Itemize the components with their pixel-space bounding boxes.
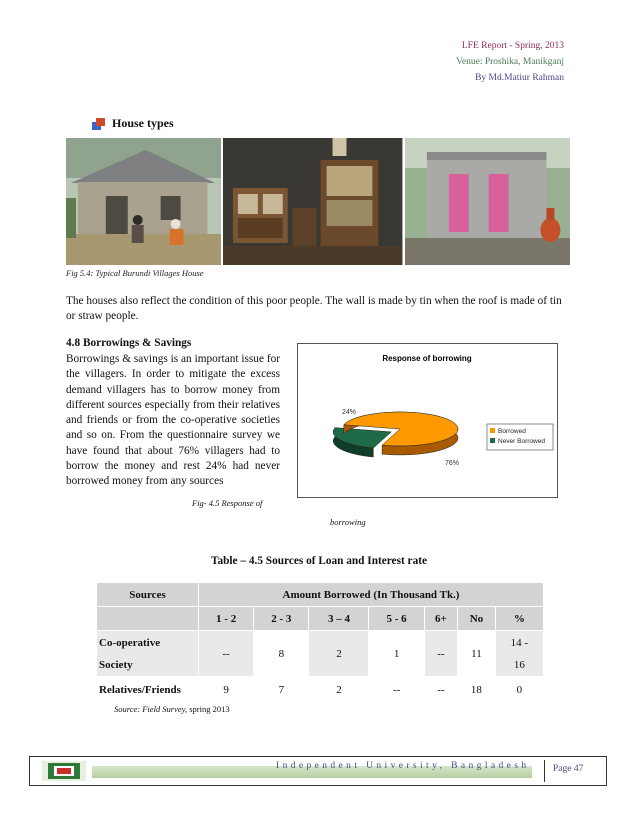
legend-swatch [490, 438, 495, 443]
table-cell: 8 [254, 631, 309, 677]
row-source: Relatives/Friends [97, 677, 199, 703]
table-cell: 18 [458, 677, 496, 703]
amount-header: Amount Borrowed (In Thousand Tk.) [199, 583, 544, 607]
col-header: 1 - 2 [199, 607, 254, 631]
bullet-blocks-icon [92, 117, 106, 131]
borrowing-pie-chart [297, 343, 558, 498]
house-interior-photo [223, 138, 402, 265]
table-cell: 2 [309, 631, 369, 677]
chart-caption-part1: Fig- 4.5 Response of [192, 498, 263, 508]
chart-caption-part2: borrowing [330, 517, 366, 527]
col-header: 3 – 4 [309, 607, 369, 631]
col-header: 6+ [424, 607, 457, 631]
section-title-text: House types [112, 116, 174, 130]
table-cell-percent: 0 [495, 677, 543, 703]
table-cell: -- [424, 677, 457, 703]
university-logo-icon [42, 761, 86, 781]
table-title: Table – 4.5 Sources of Loan and Interest rate [210, 555, 427, 567]
house-photos [66, 138, 570, 265]
table-row [97, 677, 544, 703]
loan-table [96, 582, 544, 703]
table-cell: 9 [199, 677, 254, 703]
house-paragraph: The houses also reflect the condition of this poor people. The wall is made by tin when the roof is made of tin or straw people. [66, 295, 562, 322]
borrowings-heading: 4.8 Borrowings & Savings [66, 337, 192, 349]
chart-title: Response of borrowing [382, 354, 472, 363]
col-header: % [495, 607, 543, 631]
table-cell: 11 [458, 631, 496, 677]
section-house-types [92, 116, 174, 131]
table-cell: 2 [309, 677, 369, 703]
legend-label: Never Borrowed [498, 438, 545, 445]
table-cell: 7 [254, 677, 309, 703]
pie-chart-svg [298, 344, 557, 497]
row-source: Co-operative Society [97, 631, 199, 677]
table-cell: -- [424, 631, 457, 677]
col-header: No [458, 607, 496, 631]
village-house-photo [66, 138, 221, 265]
legend-label: Borrowed [498, 428, 526, 435]
legend-swatch [490, 428, 495, 433]
pie-data-label: 24% [342, 409, 357, 416]
table-cell: -- [199, 631, 254, 677]
col-header: 5 - 6 [369, 607, 424, 631]
footer-page-number: Page 47 [544, 760, 604, 782]
sources-header-blank [97, 607, 199, 631]
brick-toilet-photo [405, 138, 570, 265]
page-header [456, 38, 564, 86]
footer-university: Independent University, Bangladesh [276, 761, 530, 771]
table-source-caption: Source: Field Survey, spring 2013 [114, 704, 230, 714]
figure-caption: Fig 5.4: Typical Burundi Villages House [66, 268, 204, 278]
page-footer [29, 756, 607, 786]
column-header-row [97, 607, 544, 631]
col-header: 2 - 3 [254, 607, 309, 631]
table-cell-percent: 14 - 16 [495, 631, 543, 677]
table-cell: 1 [369, 631, 424, 677]
table-row [97, 631, 544, 677]
borrowings-paragraph: Borrowings & savings is an important issue for the villagers. In order to mitigate the excess demand villagers has to borrow money from different sources especially from their relatives and friends or from the co-operative societies and so on. From the questionnaire survey we have found that about 76% villagers had to borrow the money and rest 24% had never borrowed money from any sources [66, 353, 280, 488]
pie-data-label: 76% [445, 460, 460, 467]
table-cell: -- [369, 677, 424, 703]
header-report-title: LFE Report - Spring, 2013 [461, 41, 564, 51]
header-author: By Md.Matiur Rahman [475, 73, 564, 83]
sources-header: Sources [97, 583, 199, 607]
header-venue: Venue: Proshika, Manikganj [456, 57, 564, 67]
